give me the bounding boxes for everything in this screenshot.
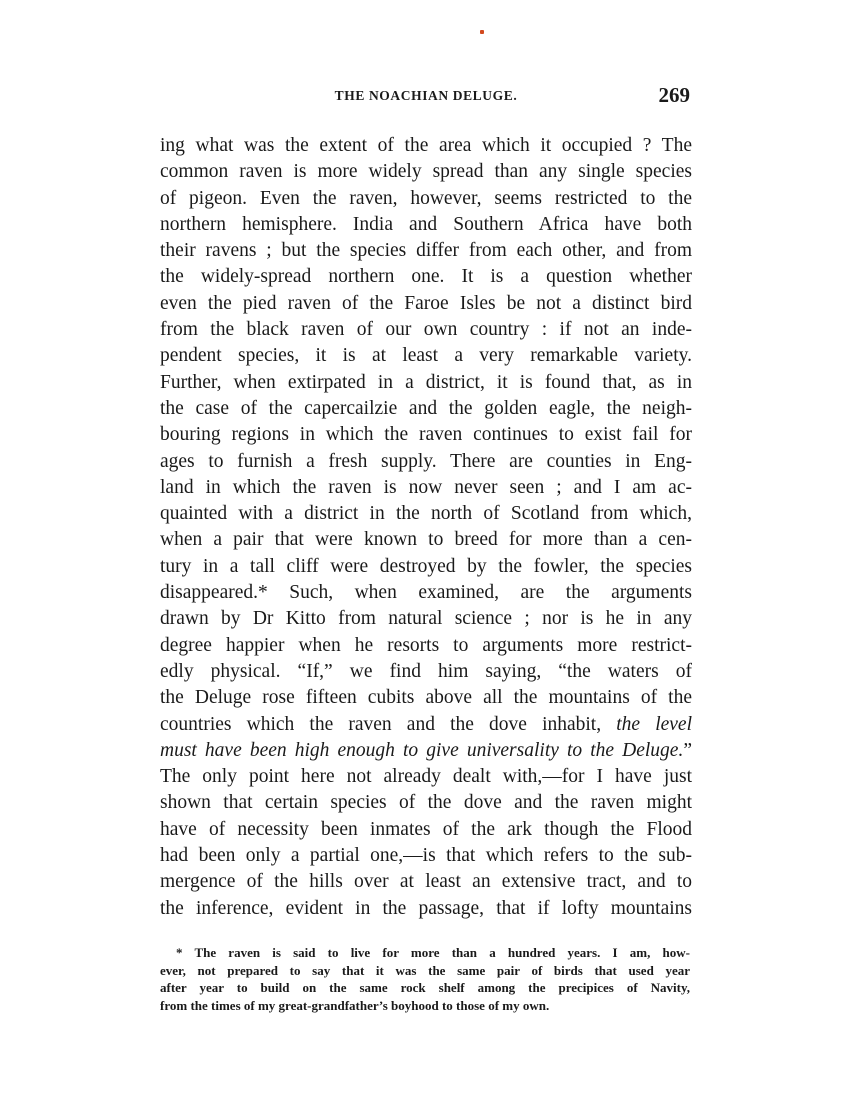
text-line-mixed xyxy=(160,712,692,738)
text-line: northern hemisphere. India and Southern Africa have both xyxy=(160,213,692,235)
text-line: drawn by Dr Kitto from natural science ; nor is he in any xyxy=(160,608,692,630)
text-line: from the black raven of our own country : if not an inde- xyxy=(160,319,692,341)
text-segment: ” xyxy=(683,739,692,761)
text-line: disappeared.* Such, when examined, are the arguments xyxy=(160,582,692,604)
text-line: The only point here not already dealt with,—for I have just xyxy=(160,766,692,788)
text-line: quainted with a district in the north of Scotland from which, xyxy=(160,503,692,525)
page-header xyxy=(160,83,692,113)
text-line: bouring regions in which the raven continues to exist fail for xyxy=(160,424,692,446)
footnote-line: ever, not prepared to say that it was the same pair of birds that used year xyxy=(160,962,690,978)
italic-segment: must have been high enough to give universality to the Deluge. xyxy=(160,739,684,761)
italic-segment: the level xyxy=(616,713,693,735)
footnote-line: after year to build on the same rock shelf among the precipices of Navity, xyxy=(160,980,690,995)
ink-speck xyxy=(480,30,484,34)
footnote-line: * The raven is said to live for more than a hundred years. I am, how- xyxy=(176,945,690,960)
text-line-mixed xyxy=(160,738,692,764)
text-line: the widely-spread northern one. It is a question whether xyxy=(160,266,692,288)
text-line: even the pied raven of the Faroe Isles be not a distinct bird xyxy=(160,292,692,314)
text-line: the inference, evident in the passage, that if lofty mountains xyxy=(160,897,692,919)
page-number: 269 xyxy=(658,83,690,107)
text-line: tury in a tall cliff were destroyed by the fowler, the species xyxy=(160,555,692,577)
text-line: of pigeon. Even the raven, however, seems restricted to the xyxy=(160,187,692,209)
text-line: the case of the capercailzie and the golden eagle, the neigh- xyxy=(160,397,692,419)
text-line: edly physical. “If,” we find him saying, “the waters of xyxy=(160,660,692,682)
text-line: have of necessity been inmates of the ark though the Flood xyxy=(160,818,692,840)
text-line: the Deluge rose fifteen cubits above all the mountains of the xyxy=(160,687,692,709)
text-line: Further, when extirpated in a district, it is found that, as in xyxy=(160,371,692,393)
text-line: mergence of the hills over at least an extensive tract, and to xyxy=(160,871,692,893)
footnote xyxy=(160,944,690,1014)
text-line: degree happier when he resorts to arguments more restrict- xyxy=(160,634,692,656)
text-line: ing what was the extent of the area which it occupied ? The xyxy=(160,135,692,156)
text-line: their ravens ; but the species differ from each other, and from xyxy=(160,240,692,262)
text-line: pendent species, it is at least a very remarkable variety. xyxy=(160,345,692,367)
footnote-line: from the times of my great-grandfather’s boyhood to those of my own. xyxy=(160,997,550,1013)
running-title: THE NOACHIAN DELUGE. xyxy=(334,88,518,103)
text-segment: countries which the raven and the dove inhabit, xyxy=(160,713,602,735)
text-line: common raven is more widely spread than any single species xyxy=(160,161,692,183)
text-line: had been only a partial one,—is that which refers to the sub- xyxy=(160,845,692,867)
text-line: shown that certain species of the dove and the raven might xyxy=(160,792,692,814)
text-line: land in which the raven is now never seen ; and I am ac- xyxy=(160,476,692,498)
text-line: ages to furnish a fresh supply. There are counties in Eng- xyxy=(160,450,692,472)
text-line: when a pair that were known to breed for more than a cen- xyxy=(160,529,692,551)
body-text xyxy=(160,133,692,922)
